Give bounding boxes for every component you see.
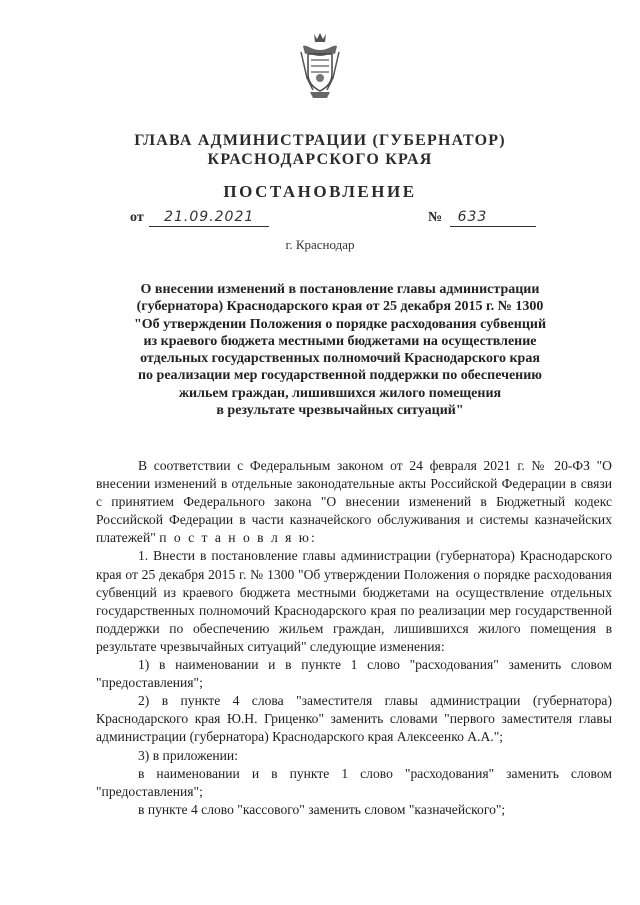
authority-line-1: ГЛАВА АДМИНИСТРАЦИИ (ГУБЕРНАТОР) xyxy=(134,132,506,149)
preamble-paragraph xyxy=(96,457,612,547)
title-line: отдельных государственных полномочий Краснодарского края xyxy=(140,351,540,367)
number-field xyxy=(428,209,536,227)
issuing-authority xyxy=(0,131,640,169)
city: г. Краснодар xyxy=(285,237,355,252)
document-body xyxy=(96,457,612,819)
title-line: жильем граждан, лишившихся жилого помещения xyxy=(178,385,502,401)
appendix-change-paragraph: в наименовании и в пункте 1 слово "расходования" заменить словом "предоставления"; xyxy=(96,765,612,799)
title-line: О внесении изменений в постановление главы администрации xyxy=(140,282,540,297)
title-line: (губернатора) Краснодарского края от 25 декабря 2015 г. № 1300 xyxy=(136,299,544,315)
number-label: № xyxy=(428,210,443,225)
coat-of-arms-emblem xyxy=(297,30,343,102)
resolve-word: п о с т а н о в л я ю: xyxy=(159,530,317,546)
authority-line-2: КРАСНОДАРСКОГО КРАЯ xyxy=(207,151,433,168)
document-title xyxy=(112,281,568,419)
preamble-text: В соответствии с Федеральным законом от 24 февраля 2021 г. № 20-ФЗ "О внесении изменений в отдельные законодательные акты Российской Федерации в связи с принятием Федерального закона "О внесении изменений в Бюджетный кодекс Российской Федерации в части казначейского обслуживания и системы казначейских платежей" xyxy=(96,458,612,546)
date-field xyxy=(130,209,269,227)
subclause-1-paragraph: 1) в наименовании и в пункте 1 слово "расходования" заменить словом "предоставления"; xyxy=(96,657,612,691)
date-value: 21.09.2021 xyxy=(164,209,255,225)
title-line: "Об утверждении Положения о порядке расходования субвенций xyxy=(133,316,547,332)
date-label: от xyxy=(130,210,144,225)
title-line: из краевого бюджета местными бюджетами на осуществление xyxy=(143,333,537,349)
title-line: в результате чрезвычайных ситуаций" xyxy=(216,403,464,419)
subclause-2-paragraph: 2) в пункте 4 слова "заместителя главы администрации (губернатора) Краснодарского края Ю.Н. Гриценко" заменить словами "первого заместителя главы администрации (губернатора) Краснодарского края Алексеенко А.А."; xyxy=(96,693,612,745)
clause-1-paragraph: 1. Внести в постановление главы администрации (губернатора) Краснодарского края от 25 декабря 2015 г. № 1300 "Об утверждении Положения о порядке расходования субвенций из краевого бюджета местными бюджетами на осуществление отдельных государственных полномочий Краснодарского края по реализации мер государственной поддержки по обеспечению жильем граждан, лишившихся жилого помещения в результате чрезвычайных ситуаций" следующие изменения: xyxy=(96,548,612,654)
appendix-change-paragraph: в пункте 4 слово "кассового" заменить словом "казначейского"; xyxy=(138,801,506,817)
number-value: 633 xyxy=(457,209,488,225)
document-type: ПОСТАНОВЛЕНИЕ xyxy=(223,182,417,201)
title-line: по реализации мер государственной поддержки по обеспечению xyxy=(137,368,543,384)
subclause-3-paragraph: 3) в приложении: xyxy=(138,747,238,763)
